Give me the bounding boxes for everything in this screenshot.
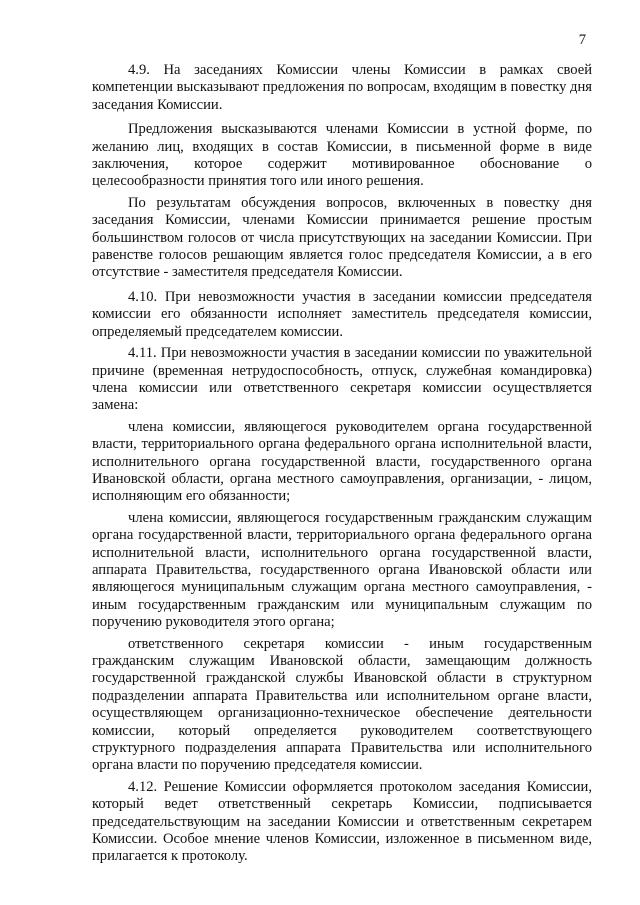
document-body [92, 62, 592, 873]
paragraph-4-9: 4.9. На заседаниях Комиссии члены Комиссии в рамках своей компетенции высказывают предложения по вопросам, входящим в повестку дня заседания Комиссии. [92, 62, 592, 113]
paragraph-voting: По результатам обсуждения вопросов, включенных в повестку дня заседания Комиссии, членами Комиссии принимается решение простым большинством голосов от числа присутствующих на заседании Комиссии. При равенстве голосов решающим является голос председателя Комиссии, а в его отсутствие - заместителя председателя Комиссии. [92, 194, 592, 281]
paragraph-proposals: Предложения высказываются членами Комиссии в устной форме, по желанию лиц, входящих в состав Комиссии, в письменной форме в виде заключения, которое содержит мотивированное обоснование о целесообразности принятия того или иного решения. [92, 121, 592, 190]
paragraph-4-12: 4.12. Решение Комиссии оформляется протоколом заседания Комиссии, который ведет ответственный секретарь Комиссии, подписывается председательствующим на заседании Комиссии и ответственным секретарем Комиссии. Особое мнение членов Комиссии, изложенное в письменном виде, прилагается к протоколу. [92, 778, 592, 865]
page-number: 7 [578, 32, 586, 48]
paragraph-4-10: 4.10. При невозможности участия в заседании комиссии председателя комиссии его обязанности исполняет заместитель председателя комиссии, определяемый председателем комиссии. [92, 288, 592, 340]
paragraph-replacement-head: члена комиссии, являющегося руководителем органа государственной власти, территориального органа федерального органа исполнительной власти, исполнительного органа государственной власти, государственного органа Ивановской области, органа местного самоуправления, организации, - лицом, исполняющим его обязанности; [92, 418, 592, 505]
paragraph-replacement-servant: члена комиссии, являющегося государственным гражданским служащим органа государственной власти, территориального органа федерального органа исполнительной власти, исполнительного органа государственной власти, аппарата Правительства, государственного органа Ивановской области или являющегося муниципальным служащим органа местного самоуправления, - иным государственным гражданским или муниципальным служащим по поручению руководителя этого органа; [92, 509, 592, 631]
paragraph-4-11: 4.11. При невозможности участия в заседании комиссии по уважительной причине (временная нетрудоспособность, отпуск, служебная командировка) члена комиссии или ответственного секретаря комиссии осуществляется замена: [92, 345, 592, 414]
paragraph-replacement-secretary: ответственного секретаря комиссии - иным государственным гражданским служащим Ивановской области, замещающим должность государственной гражданской службы Ивановской области в структурном подразделении аппарата Правительства или исполнительном органе власти, осуществляющем организационно-техническое обеспечение деятельности комиссии, который определяется руководителем соответствующего структурного подразделения аппарата Правительства или исполнительного органа власти по поручению председателя комиссии. [92, 635, 592, 774]
